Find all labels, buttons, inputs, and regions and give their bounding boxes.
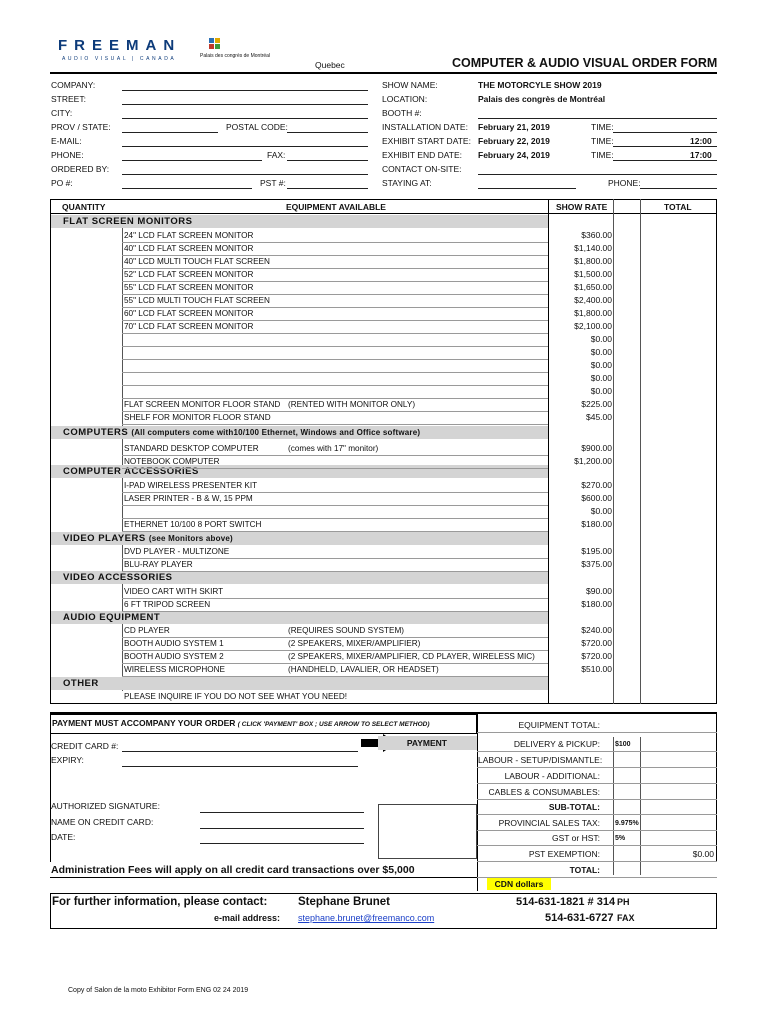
totals-labour-add-label: LABOUR - ADDITIONAL:: [504, 771, 600, 781]
item-rate: $270.00: [581, 480, 612, 490]
item-rate: $0.00: [590, 347, 612, 357]
totals-exemption-label: PST EXEMPTION:: [528, 849, 600, 859]
item-name: VIDEO CART WITH SKIRT: [124, 587, 224, 596]
prov-field[interactable]: [122, 132, 218, 133]
email-label: E-MAIL:: [51, 136, 82, 146]
end-date: February 24, 2019: [478, 150, 550, 160]
item-name: 40" LCD FLAT SCREEN MONITOR: [124, 244, 254, 253]
item-rate: $0.00: [590, 373, 612, 383]
company-label: COMPANY:: [51, 80, 96, 90]
company-field[interactable]: [122, 90, 368, 91]
quantity-cell[interactable]: [51, 585, 121, 598]
street-label: STREET:: [51, 94, 86, 104]
location-label: LOCATION:: [382, 94, 428, 104]
onsite-phone-field[interactable]: [640, 188, 717, 189]
item-rate: $1,500.00: [574, 269, 612, 279]
item-name: 55" LCD MULTI TOUCH FLAT SCREEN: [124, 296, 270, 305]
install-time-field[interactable]: [613, 132, 717, 133]
totals-gst-value: 5%: [615, 835, 626, 842]
totals-delivery-value: $100: [615, 741, 631, 748]
item-note: (2 SPEAKERS, MIXER/AMPLIFIER): [288, 639, 421, 648]
city-label: CITY:: [51, 108, 73, 118]
item-name: 6 FT TRIPOD SCREEN: [124, 600, 211, 609]
section-computers: COMPUTERS (All computers come with10/100 Ethernet, Windows and Office software): [51, 426, 548, 439]
item-note: (REQUIRES SOUND SYSTEM): [288, 626, 405, 635]
ordered-by-label: ORDERED BY:: [51, 164, 110, 174]
item-rate: $900.00: [581, 443, 612, 453]
item-name: 40" LCD MULTI TOUCH FLAT SCREEN: [124, 257, 270, 266]
install-time-label: TIME:: [591, 122, 614, 132]
item-name: CD PLAYER: [124, 626, 170, 635]
quantity-cell[interactable]: [51, 439, 121, 455]
item-rate: $510.00: [581, 664, 612, 674]
item-rate: $0.00: [590, 334, 612, 344]
quantity-cell[interactable]: [51, 518, 121, 531]
item-rate: $0.00: [590, 506, 612, 516]
item-name: 52" LCD FLAT SCREEN MONITOR: [124, 270, 254, 279]
pst-field[interactable]: [287, 188, 368, 189]
expiry-label: EXPIRY:: [51, 755, 84, 765]
item-rate: $90.00: [586, 586, 612, 596]
postal-field[interactable]: [287, 132, 368, 133]
quantity-cell[interactable]: [51, 229, 121, 242]
payment-method-button[interactable]: PAYMENT: [378, 736, 477, 750]
prov-label: PROV / STATE:: [51, 122, 111, 132]
quantity-cell[interactable]: [51, 359, 121, 372]
item-name: 24" LCD FLAT SCREEN MONITOR: [124, 231, 254, 240]
quantity-cell[interactable]: [51, 624, 121, 637]
item-rate: $180.00: [581, 599, 612, 609]
rate-header: SHOW RATE: [556, 202, 608, 212]
title-rule: [50, 72, 717, 74]
item-name: BOOTH AUDIO SYSTEM 1: [124, 639, 224, 648]
quantity-cell[interactable]: [51, 372, 121, 385]
totals-labour-setup-label: LABOUR - SETUP/DISMANTLE:: [478, 755, 603, 765]
quantity-cell[interactable]: [51, 598, 121, 611]
section-video-accessories: VIDEO ACCESSORIES: [51, 571, 548, 584]
totals-equipment-total-label: EQUIPMENT TOTAL:: [518, 720, 600, 730]
quantity-cell[interactable]: [51, 333, 121, 346]
end-label: EXHIBIT END DATE:: [382, 150, 462, 160]
contact-onsite-label: CONTACT ON-SITE:: [382, 164, 462, 174]
section-audio: AUDIO EQUIPMENT: [51, 611, 548, 624]
name-on-card-field[interactable]: [200, 828, 364, 829]
item-name: DVD PLAYER - MULTIZONE: [124, 547, 230, 556]
item-note: (HANDHELD, LAVALIER, OR HEADSET): [288, 665, 439, 674]
equipment-header: EQUIPMENT AVAILABLE: [286, 202, 386, 212]
contact-name: Stephane Brunet: [298, 896, 391, 908]
freeman-logo: FREEMAN: [58, 37, 182, 54]
totals-exemption-value: $0.00: [692, 849, 714, 859]
item-name: 70" LCD FLAT SCREEN MONITOR: [124, 322, 254, 331]
signature-box: [378, 804, 477, 859]
section-flat-screen: FLAT SCREEN MONITORS: [51, 215, 548, 228]
quantity-cell[interactable]: [51, 255, 121, 268]
item-rate: $240.00: [581, 625, 612, 635]
start-time: 12:00: [690, 136, 712, 146]
start-time-rule: [613, 146, 717, 147]
staying-field[interactable]: [478, 188, 576, 189]
phone-field[interactable]: [122, 160, 262, 161]
item-rate: $0.00: [590, 360, 612, 370]
item-rate: $180.00: [581, 519, 612, 529]
quantity-cell[interactable]: [51, 385, 121, 398]
contact-email-link[interactable]: stephane.brunet@freemanco.com: [298, 913, 435, 923]
totals-total-label: TOTAL:: [569, 865, 600, 875]
item-name: BLU-RAY PLAYER: [124, 560, 193, 569]
section-video-players: VIDEO PLAYERS (see Monitors above): [51, 532, 548, 545]
postal-label: POSTAL CODE:: [226, 122, 288, 132]
quantity-cell[interactable]: [51, 479, 121, 492]
item-name: WIRELESS MICROPHONE: [124, 665, 225, 674]
item-name: STANDARD DESKTOP COMPUTER: [124, 444, 259, 453]
item-note: (comes with 17" monitor): [288, 444, 379, 453]
quantity-cell[interactable]: [51, 268, 121, 281]
booth-label: BOOTH #:: [382, 108, 422, 118]
quantity-cell[interactable]: [51, 294, 121, 307]
start-label: EXHIBIT START DATE:: [382, 136, 471, 146]
location-value: Palais des congrès de Montréal: [478, 94, 606, 104]
quantity-cell[interactable]: [51, 307, 121, 320]
item-rate: $2,400.00: [574, 295, 612, 305]
quantity-cell[interactable]: [51, 505, 121, 518]
item-rate: $375.00: [581, 559, 612, 569]
item-rate: $360.00: [581, 230, 612, 240]
po-field[interactable]: [122, 188, 252, 189]
install-date: February 21, 2019: [478, 122, 550, 132]
item-rate: $195.00: [581, 546, 612, 556]
palais-logo-icon: [209, 38, 221, 50]
ordered-by-field[interactable]: [122, 174, 368, 175]
totals-gst-label: GST or HST:: [551, 833, 600, 843]
date-label: DATE:: [51, 832, 76, 842]
show-name-label: SHOW NAME:: [382, 80, 438, 90]
signature-label: AUTHORIZED SIGNATURE:: [51, 801, 160, 811]
quantity-cell[interactable]: [51, 398, 121, 411]
item-name: FLAT SCREEN MONITOR FLOOR STAND: [124, 400, 281, 409]
contact-onsite-field[interactable]: [478, 174, 717, 175]
expiry-field[interactable]: [122, 766, 358, 767]
date-field[interactable]: [200, 843, 364, 844]
form-title: COMPUTER & AUDIO VISUAL ORDER FORM: [452, 56, 718, 70]
start-date: February 22, 2019: [478, 136, 550, 146]
onsite-phone-label: PHONE:: [608, 178, 641, 188]
quantity-cell[interactable]: [51, 545, 121, 558]
quantity-cell[interactable]: [51, 558, 121, 571]
item-rate: $720.00: [581, 651, 612, 661]
quantity-cell[interactable]: [51, 492, 121, 505]
quantity-cell[interactable]: [51, 281, 121, 294]
section-computer-accessories: COMPUTER ACCESSORIES: [51, 465, 548, 478]
street-field[interactable]: [122, 104, 368, 105]
show-name-value: THE MOTORCYLE SHOW 2019: [478, 80, 602, 90]
quantity-cell[interactable]: [51, 637, 121, 650]
item-rate: $2,100.00: [574, 321, 612, 331]
totals-cables-label: CABLES & CONSUMABLES:: [488, 787, 600, 797]
currency-badge: CDN dollars: [487, 878, 551, 890]
admin-fee-note: Administration Fees will apply on all credit card transactions over $5,000: [51, 864, 415, 876]
item-name: SHELF FOR MONITOR FLOOR STAND: [124, 413, 271, 422]
other-inquire-text: PLEASE INQUIRE IF YOU DO NOT SEE WHAT YOU NEED!: [124, 692, 348, 701]
palais-logo: Palais des congrès de Montréal: [200, 53, 271, 59]
end-time-label: TIME:: [591, 150, 614, 160]
item-rate: $1,200.00: [574, 456, 612, 466]
quantity-cell[interactable]: [51, 650, 121, 663]
email-field[interactable]: [122, 146, 368, 147]
item-rate: $225.00: [581, 399, 612, 409]
payment-heading: PAYMENT MUST ACCOMPANY YOUR ORDER ( CLICK 'PAYMENT' BOX ; USE ARROW TO SELECT METHOD): [52, 718, 430, 728]
qty-header: QUANTITY: [62, 202, 106, 212]
item-note: (RENTED WITH MONITOR ONLY): [288, 400, 416, 409]
phone-label: PHONE:: [51, 150, 84, 160]
item-name: BOOTH AUDIO SYSTEM 2: [124, 652, 224, 661]
section-other: OTHER: [51, 677, 548, 690]
item-rate: $45.00: [586, 412, 612, 422]
fax-label: FAX:: [267, 150, 286, 160]
contact-fax: 514-631-6727: [545, 912, 614, 924]
item-name: 60" LCD FLAT SCREEN MONITOR: [124, 309, 254, 318]
item-rate: $600.00: [581, 493, 612, 503]
totals-delivery-label: DELIVERY & PICKUP:: [513, 739, 600, 749]
quantity-cell[interactable]: [51, 242, 121, 255]
contact-phone: 514-631-1821 # 314: [516, 896, 616, 908]
fax-field[interactable]: [287, 160, 368, 161]
item-note: (2 SPEAKERS, MIXER/AMPLIFIER, CD PLAYER, WIRELESS MIC): [288, 652, 535, 661]
item-rate: $720.00: [581, 638, 612, 648]
pst-label: PST #:: [260, 178, 286, 188]
email-address-label: e-mail address:: [214, 913, 281, 923]
po-label: PO #:: [51, 178, 73, 188]
staying-label: STAYING AT:: [382, 178, 432, 188]
end-time: 17:00: [690, 150, 712, 160]
start-time-label: TIME:: [591, 136, 614, 146]
contact-label: For further information, please contact:: [52, 896, 268, 908]
freeman-logo-sub: AUDIO VISUAL | CANADA: [62, 56, 177, 62]
total-header: TOTAL: [664, 202, 692, 212]
name-on-card-label: NAME ON CREDIT CARD:: [51, 817, 154, 827]
region-label: Quebec: [315, 60, 345, 70]
item-rate: $0.00: [590, 386, 612, 396]
item-name: I-PAD WIRELESS PRESENTER KIT: [124, 481, 258, 490]
item-rate: $1,800.00: [574, 308, 612, 318]
quantity-cell[interactable]: [51, 346, 121, 359]
install-label: INSTALLATION DATE:: [382, 122, 468, 132]
item-name: 55" LCD FLAT SCREEN MONITOR: [124, 283, 254, 292]
credit-card-label: CREDIT CARD #:: [51, 741, 119, 751]
quantity-cell[interactable]: [51, 663, 121, 676]
fax-tag: FAX: [617, 913, 635, 923]
item-name: LASER PRINTER - B & W, 15 PPM: [124, 494, 253, 503]
totals-pst-label: PROVINCIAL SALES TAX:: [498, 818, 600, 828]
totals-subtotal-label: SUB-TOTAL:: [548, 802, 600, 812]
item-rate: $1,800.00: [574, 256, 612, 266]
quantity-cell[interactable]: [51, 320, 121, 333]
phone-tag: PH: [617, 897, 630, 907]
end-time-rule: [613, 160, 717, 161]
totals-pst-value: 9.975%: [615, 820, 639, 827]
quantity-cell[interactable]: [51, 455, 121, 468]
booth-field[interactable]: [478, 118, 717, 119]
credit-card-field[interactable]: [122, 751, 358, 752]
city-field[interactable]: [122, 118, 368, 119]
signature-field[interactable]: [200, 812, 364, 813]
item-name: NOTEBOOK COMPUTER: [124, 457, 220, 466]
item-rate: $1,140.00: [574, 243, 612, 253]
quantity-cell[interactable]: [51, 411, 121, 424]
item-name: ETHERNET 10/100 8 PORT SWITCH: [124, 520, 262, 529]
item-rate: $1,650.00: [574, 282, 612, 292]
footer-note: Copy of Salon de la moto Exhibitor Form ENG 02 24 2019: [68, 987, 249, 994]
